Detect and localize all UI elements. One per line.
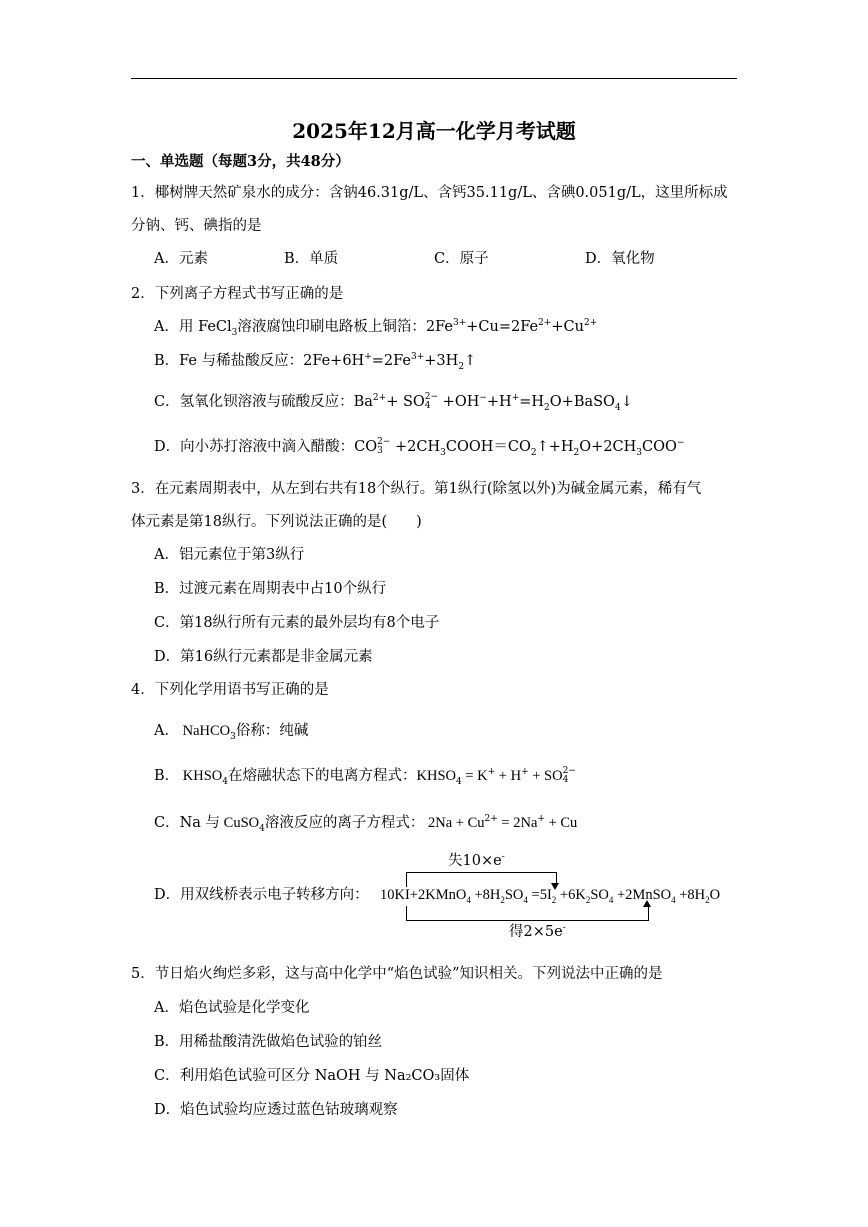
q5-option-d: D．焰色试验均应透过蓝色钴玻璃观察 (154, 1102, 398, 1118)
q4-stem: 4．下列化学用语书写正确的是 (131, 682, 329, 698)
q5-option-c: C．利用焰色试验可区分 NaOH 与 Na₂CO₃固体 (154, 1068, 470, 1084)
q1-option-b: B．单质 (284, 251, 339, 267)
exam-title: 2025年12月高一化学月考试题 (292, 119, 576, 143)
q4-d-bottom-label: 得2×5e- (509, 923, 566, 940)
q1-stem-line2: 分钠、钙、碘指的是 (131, 218, 262, 234)
q4-d-top-arrowhead (551, 883, 559, 890)
q4-option-b: B． $KHSO_4$在熔融状态下的电离方程式：$KHSO_4 = K^+ + H^+ + SO2-$ 4 (154, 766, 576, 787)
q2-option-b: B．Fe 与稀盐酸反应：$2Fe+6H^+=2Fe^{3+}+3H_2↑$ (154, 352, 477, 372)
q2-stem: 2．下列离子方程式书写正确的是 (131, 286, 344, 302)
q2-option-c: C．氢氧化钡溶液与硫酸反应：$Ba^{2+}+ SO2-$ $4 +OH^-+H^+=H_2O+BaSO_4↓$ (154, 392, 633, 413)
q4-d-bottom-bridge (406, 906, 649, 921)
section-heading: 一、单选题（每题3分，共48分） (131, 153, 350, 170)
q4-option-d-equation: 10KI+2KMnO$_4$ $+8H_2SO_4 =5I_2 +6K_2SO_4$ +2MnSO$_4$ $+8H_2O$ (380, 887, 721, 905)
q5-option-a: A．焰色试验是化学变化 (154, 1000, 310, 1016)
header-rule (131, 78, 737, 79)
q2-option-a: A．用 FeCl$_3$溶液腐蚀印刷电路板上铜箔：$2Fe^{3+}+Cu=2Fe^{2+}+Cu^{2+}$ (154, 318, 598, 338)
q3-option-a: A．铝元素位于第3纵行 (154, 547, 305, 563)
q3-option-b: B．过渡元素在周期表中占10个纵行 (154, 581, 387, 597)
q5-option-b: B．用稀盐酸清洗做焰色试验的铂丝 (154, 1034, 383, 1050)
q1-option-d: D．氧化物 (585, 251, 655, 267)
q3-stem-line2: 体元素是第18纵行。下列说法正确的是( ) (131, 514, 422, 530)
q5-stem: 5．节日焰火绚烂多彩，这与高中化学中“焰色试验”知识相关。下列说法中正确的是 (131, 966, 663, 982)
q3-option-d: D．第16纵行元素都是非金属元素 (154, 649, 373, 665)
q1-stem-line1: 1．椰树牌天然矿泉水的成分：含钠46.31g/L、含钙35.11g/L、含碘0.051g/L，这里所标成 (131, 185, 728, 201)
q4-d-bottom-arrowhead (643, 900, 651, 907)
q3-option-c: C．第18纵行所有元素的最外层均有8个电子 (154, 615, 440, 631)
q4-d-top-bridge (406, 872, 557, 887)
q3-stem-line1: 3．在元素周期表中，从左到右共有18个纵行。第1纵行(除氢以外)为碱金属元素，稀有气 (131, 481, 702, 497)
q4-d-top-label: 失10×e- (448, 852, 505, 869)
q4-option-d-label: D．用双线桥表示电子转移方向： (154, 887, 369, 903)
q2-option-d: D．向小苏打溶液中滴入醋酸：CO2− $3 +2CH_3COOH=CO_2↑+H_2O+2CH_3COO^-$ (154, 437, 685, 458)
q4-option-c: C．Na 与 CuSO$_4$溶液反应的离子方程式： $2Na + Cu^{2+} = 2Na^+ + Cu$ (154, 814, 578, 834)
q4-option-a: A． NaHCO$_3$俗称：纯碱 (154, 723, 309, 742)
q1-option-c: C．原子 (434, 251, 489, 267)
q1-option-a: A．元素 (154, 251, 208, 267)
